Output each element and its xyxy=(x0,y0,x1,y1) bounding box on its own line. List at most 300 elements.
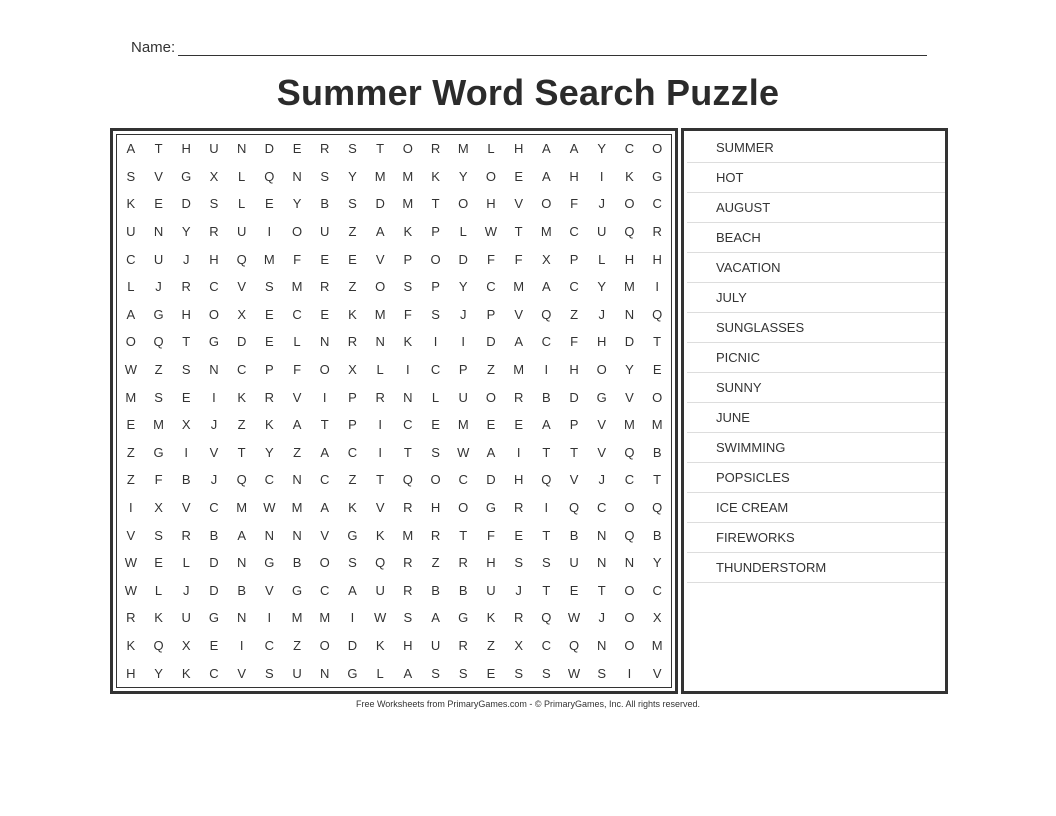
grid-letter[interactable]: O xyxy=(458,196,469,212)
name-line[interactable] xyxy=(178,55,927,56)
grid-letter[interactable]: U xyxy=(153,251,164,267)
grid-letter[interactable]: I xyxy=(212,389,216,405)
grid-letter[interactable]: R xyxy=(403,582,413,598)
grid-letter[interactable]: I xyxy=(239,638,244,654)
grid-letter[interactable]: B xyxy=(237,582,246,598)
grid-letter[interactable]: Y xyxy=(597,279,607,295)
grid-letter[interactable]: H xyxy=(181,141,191,157)
grid-letter[interactable]: V xyxy=(265,582,274,598)
grid-letter[interactable]: Y xyxy=(154,665,163,681)
grid-letter[interactable]: C xyxy=(624,141,635,157)
grid-letter[interactable]: W xyxy=(124,582,137,598)
grid-letter[interactable]: X xyxy=(237,306,246,322)
grid-letter[interactable]: K xyxy=(126,638,136,654)
grid-letter[interactable]: K xyxy=(181,665,191,681)
grid-letter[interactable]: P xyxy=(569,251,579,267)
grid-letter[interactable]: R xyxy=(209,224,219,240)
grid-letter[interactable]: H xyxy=(430,500,441,516)
grid-letter[interactable]: I xyxy=(461,334,466,350)
grid-letter[interactable]: R xyxy=(403,500,413,516)
grid-letter[interactable]: M xyxy=(651,417,663,433)
grid-letter[interactable]: H xyxy=(126,665,136,681)
grid-letter[interactable]: D xyxy=(375,196,385,212)
grid-letter[interactable]: M xyxy=(236,500,248,516)
grid-letter[interactable]: Z xyxy=(154,362,163,378)
grid-letter[interactable]: N xyxy=(292,472,302,488)
grid-letter[interactable]: T xyxy=(542,582,551,598)
grid-letter[interactable]: J xyxy=(598,306,605,322)
grid-letter[interactable]: A xyxy=(403,665,413,681)
grid-letter[interactable]: D xyxy=(181,196,191,212)
grid-letter[interactable]: O xyxy=(208,306,219,322)
grid-letter[interactable]: A xyxy=(348,582,357,598)
grid-letter[interactable]: Y xyxy=(652,555,662,571)
grid-letter[interactable]: Q xyxy=(652,500,663,516)
grid-letter[interactable]: A xyxy=(237,527,246,543)
grid-letter[interactable]: N xyxy=(236,141,247,157)
grid-letter[interactable]: B xyxy=(181,472,191,488)
grid-letter[interactable]: Q xyxy=(541,610,552,626)
grid-letter[interactable]: E xyxy=(514,527,523,543)
grid-letter[interactable]: J xyxy=(459,306,467,322)
grid-letter[interactable]: V xyxy=(514,196,523,212)
grid-letter[interactable]: S xyxy=(265,279,274,295)
grid-letter[interactable]: S xyxy=(154,389,163,405)
grid-letter[interactable]: D xyxy=(236,334,247,350)
grid-letter[interactable]: L xyxy=(431,389,440,405)
grid-letter[interactable]: R xyxy=(181,527,191,543)
grid-letter[interactable]: E xyxy=(486,417,496,433)
grid-letter[interactable]: M xyxy=(153,417,164,433)
grid-letter[interactable]: O xyxy=(652,389,663,405)
grid-letter[interactable]: M xyxy=(540,224,552,240)
grid-letter[interactable]: S xyxy=(597,665,607,681)
grid-letter[interactable]: F xyxy=(403,306,412,322)
grid-letter[interactable]: F xyxy=(570,196,579,212)
grid-letter[interactable]: C xyxy=(403,417,413,433)
grid-letter[interactable]: E xyxy=(265,334,274,350)
grid-letter[interactable]: R xyxy=(181,279,191,295)
grid-letter[interactable]: K xyxy=(486,610,496,626)
grid-letter[interactable]: Y xyxy=(348,168,357,184)
grid-letter[interactable]: E xyxy=(292,141,302,157)
grid-letter[interactable]: U xyxy=(458,389,468,405)
grid-letter[interactable]: S xyxy=(403,279,413,295)
grid-letter[interactable]: O xyxy=(430,251,441,267)
grid-letter[interactable]: O xyxy=(624,610,635,626)
grid-letter[interactable]: G xyxy=(181,168,192,184)
grid-letter[interactable]: W xyxy=(374,610,387,626)
grid-letter[interactable]: L xyxy=(598,251,606,267)
grid-letter[interactable]: X xyxy=(209,168,219,184)
grid-letter[interactable]: X xyxy=(652,610,662,626)
grid-letter[interactable]: U xyxy=(292,665,302,681)
grid-letter[interactable]: O xyxy=(624,582,635,598)
grid-letter[interactable]: T xyxy=(237,444,246,460)
grid-letter[interactable]: N xyxy=(624,306,635,322)
grid-letter[interactable]: W xyxy=(567,665,581,681)
grid-letter[interactable]: H xyxy=(597,334,607,350)
grid-letter[interactable]: S xyxy=(265,665,274,681)
grid-letter[interactable]: W xyxy=(484,224,498,240)
grid-letter[interactable]: I xyxy=(599,168,604,184)
grid-letter[interactable]: R xyxy=(513,389,524,405)
grid-letter[interactable]: S xyxy=(209,196,219,212)
grid-letter[interactable]: G xyxy=(458,610,469,626)
grid-letter[interactable]: K xyxy=(403,224,413,240)
grid-letter[interactable]: V xyxy=(126,527,136,543)
grid-letter[interactable]: L xyxy=(127,279,135,295)
grid-letter[interactable]: U xyxy=(236,224,247,240)
grid-letter[interactable]: G xyxy=(208,334,219,350)
grid-letter[interactable]: Z xyxy=(237,417,246,433)
grid-letter[interactable]: T xyxy=(653,334,662,350)
grid-letter[interactable]: S xyxy=(514,665,523,681)
grid-letter[interactable]: Z xyxy=(348,279,357,295)
grid-letter[interactable]: I xyxy=(406,362,410,378)
grid-letter[interactable]: R xyxy=(458,555,468,571)
grid-letter[interactable]: V xyxy=(375,500,385,516)
grid-letter[interactable]: V xyxy=(237,279,246,295)
grid-letter[interactable]: Z xyxy=(486,362,495,378)
grid-letter[interactable]: U xyxy=(126,224,136,240)
grid-letter[interactable]: C xyxy=(541,334,552,350)
grid-letter[interactable]: Q xyxy=(236,472,247,488)
grid-letter[interactable]: G xyxy=(347,665,358,681)
grid-letter[interactable]: W xyxy=(124,362,137,378)
grid-letter[interactable]: C xyxy=(126,251,136,267)
grid-letter[interactable]: R xyxy=(430,527,441,543)
grid-letter[interactable]: R xyxy=(264,389,275,405)
grid-letter[interactable]: R xyxy=(347,334,358,350)
grid-letter[interactable]: V xyxy=(652,665,662,681)
grid-letter[interactable]: U xyxy=(375,582,385,598)
grid-letter[interactable]: I xyxy=(516,444,521,460)
grid-letter[interactable]: S xyxy=(431,665,440,681)
grid-letter[interactable]: Z xyxy=(486,638,495,654)
grid-letter[interactable]: O xyxy=(624,638,635,654)
grid-letter[interactable]: M xyxy=(125,389,137,405)
grid-letter[interactable]: T xyxy=(376,472,385,488)
grid-letter[interactable]: P xyxy=(348,417,357,433)
grid-letter[interactable]: J xyxy=(182,251,190,267)
grid-letter[interactable]: N xyxy=(209,362,219,378)
grid-letter[interactable]: C xyxy=(209,500,219,516)
grid-letter[interactable]: S xyxy=(542,555,551,571)
grid-letter[interactable]: M xyxy=(513,279,525,295)
grid-letter[interactable]: R xyxy=(458,638,468,654)
grid-letter[interactable]: C xyxy=(624,472,635,488)
grid-letter[interactable]: T xyxy=(459,527,468,543)
grid-letter[interactable]: A xyxy=(126,306,136,322)
grid-letter[interactable]: E xyxy=(514,417,523,433)
grid-letter[interactable]: A xyxy=(542,279,551,295)
grid-letter[interactable]: Z xyxy=(293,638,302,654)
grid-letter[interactable]: K xyxy=(237,389,246,405)
grid-letter[interactable]: S xyxy=(348,141,357,157)
grid-letter[interactable]: V xyxy=(292,389,302,405)
grid-letter[interactable]: S xyxy=(181,362,191,378)
grid-letter[interactable]: O xyxy=(402,141,413,157)
grid-letter[interactable]: N xyxy=(403,389,413,405)
grid-letter[interactable]: D xyxy=(209,555,219,571)
grid-letter[interactable]: C xyxy=(486,279,496,295)
grid-letter[interactable]: S xyxy=(514,555,523,571)
grid-letter[interactable]: O xyxy=(125,334,136,350)
grid-letter[interactable]: E xyxy=(320,306,330,322)
grid-letter[interactable]: B xyxy=(542,389,551,405)
grid-letter[interactable]: O xyxy=(430,472,441,488)
grid-letter[interactable]: T xyxy=(597,582,606,598)
grid-letter[interactable]: P xyxy=(403,251,413,267)
grid-letter[interactable]: O xyxy=(596,362,607,378)
grid-letter[interactable]: E xyxy=(348,251,357,267)
grid-letter[interactable]: C xyxy=(320,472,330,488)
grid-letter[interactable]: V xyxy=(597,444,607,460)
grid-letter[interactable]: Z xyxy=(348,224,357,240)
grid-letter[interactable]: X xyxy=(154,500,163,516)
grid-letter[interactable]: T xyxy=(182,334,191,350)
grid-letter[interactable]: Y xyxy=(625,362,634,378)
grid-letter[interactable]: W xyxy=(457,444,470,460)
grid-letter[interactable]: Q xyxy=(541,306,552,322)
grid-letter[interactable]: M xyxy=(513,362,525,378)
grid-letter[interactable]: I xyxy=(184,444,189,460)
grid-letter[interactable]: S xyxy=(126,168,136,184)
grid-letter[interactable]: N xyxy=(597,527,607,543)
grid-letter[interactable]: S xyxy=(348,555,357,571)
grid-letter[interactable]: E xyxy=(154,196,163,212)
grid-letter[interactable]: X xyxy=(181,638,191,654)
grid-letter[interactable]: G xyxy=(596,389,607,405)
grid-letter[interactable]: Q xyxy=(624,224,635,240)
grid-letter[interactable]: T xyxy=(542,444,551,460)
grid-letter[interactable]: Q xyxy=(236,251,247,267)
grid-letter[interactable]: F xyxy=(293,362,302,378)
grid-letter[interactable]: V xyxy=(154,168,163,184)
grid-letter[interactable]: K xyxy=(348,500,357,516)
grid-letter[interactable]: I xyxy=(378,444,382,460)
grid-letter[interactable]: V xyxy=(181,500,191,516)
grid-letter[interactable]: R xyxy=(126,610,136,626)
grid-letter[interactable]: L xyxy=(487,141,495,157)
grid-letter[interactable]: K xyxy=(154,610,163,626)
grid-letter[interactable]: C xyxy=(320,582,330,598)
grid-letter[interactable]: V xyxy=(320,527,330,543)
grid-letter[interactable]: T xyxy=(514,224,523,240)
grid-letter[interactable]: G xyxy=(347,527,358,543)
grid-letter[interactable]: S xyxy=(431,444,440,460)
grid-letter[interactable]: D xyxy=(347,638,358,654)
grid-letter[interactable]: E xyxy=(652,362,662,378)
grid-letter[interactable]: E xyxy=(486,665,496,681)
grid-letter[interactable]: T xyxy=(320,417,329,433)
grid-letter[interactable]: Q xyxy=(652,306,663,322)
grid-letter[interactable]: S xyxy=(320,168,330,184)
grid-letter[interactable]: B xyxy=(569,527,579,543)
grid-letter[interactable]: I xyxy=(350,610,355,626)
grid-letter[interactable]: H xyxy=(569,362,579,378)
grid-letter[interactable]: L xyxy=(293,334,301,350)
grid-letter[interactable]: Z xyxy=(431,555,440,571)
grid-letter[interactable]: Y xyxy=(458,279,468,295)
grid-letter[interactable]: C xyxy=(264,472,275,488)
grid-letter[interactable]: X xyxy=(542,251,551,267)
grid-letter[interactable]: V xyxy=(625,389,634,405)
grid-letter[interactable]: M xyxy=(651,638,663,654)
grid-letter[interactable]: T xyxy=(570,444,579,460)
grid-letter[interactable]: C xyxy=(236,362,247,378)
grid-letter[interactable]: K xyxy=(431,168,440,184)
grid-letter[interactable]: J xyxy=(515,582,522,598)
grid-letter[interactable]: A xyxy=(569,141,579,157)
grid-letter[interactable]: X xyxy=(514,638,523,654)
grid-letter[interactable]: O xyxy=(319,555,330,571)
grid-letter[interactable]: R xyxy=(320,279,330,295)
grid-letter[interactable]: M xyxy=(374,306,386,322)
grid-letter[interactable]: Z xyxy=(348,472,357,488)
grid-letter[interactable]: R xyxy=(403,555,413,571)
grid-letter[interactable]: Q xyxy=(541,472,552,488)
grid-letter[interactable]: R xyxy=(320,141,330,157)
grid-letter[interactable]: A xyxy=(542,417,551,433)
grid-letter[interactable]: R xyxy=(513,500,524,516)
grid-letter[interactable]: M xyxy=(624,279,635,295)
grid-letter[interactable]: H xyxy=(624,251,635,267)
grid-letter[interactable]: G xyxy=(264,555,275,571)
grid-letter[interactable]: K xyxy=(403,334,413,350)
grid-letter[interactable]: N xyxy=(292,527,302,543)
grid-letter[interactable]: B xyxy=(652,444,662,460)
grid-letter[interactable]: E xyxy=(154,555,163,571)
grid-letter[interactable]: J xyxy=(155,279,162,295)
grid-letter[interactable]: Z xyxy=(570,306,579,322)
grid-letter[interactable]: O xyxy=(319,638,330,654)
grid-letter[interactable]: N xyxy=(153,224,164,240)
grid-letter[interactable]: F xyxy=(293,251,302,267)
grid-letter[interactable]: M xyxy=(402,196,414,212)
grid-letter[interactable]: A xyxy=(320,444,330,460)
grid-letter[interactable]: J xyxy=(182,582,190,598)
grid-letter[interactable]: U xyxy=(181,610,191,626)
grid-letter[interactable]: H xyxy=(513,141,524,157)
grid-letter[interactable]: C xyxy=(652,582,662,598)
grid-letter[interactable]: X xyxy=(181,417,191,433)
grid-letter[interactable]: T xyxy=(154,141,163,157)
grid-letter[interactable]: R xyxy=(652,224,662,240)
grid-letter[interactable]: Q xyxy=(153,334,164,350)
grid-letter[interactable]: J xyxy=(210,417,218,433)
grid-letter[interactable]: M xyxy=(374,168,386,184)
grid-letter[interactable]: N xyxy=(320,665,330,681)
grid-letter[interactable]: T xyxy=(431,196,440,212)
grid-letter[interactable]: Q xyxy=(375,555,386,571)
grid-letter[interactable]: R xyxy=(430,141,441,157)
grid-letter[interactable]: O xyxy=(458,500,469,516)
grid-letter[interactable]: L xyxy=(154,582,163,598)
grid-letter[interactable]: E xyxy=(209,638,219,654)
grid-letter[interactable]: O xyxy=(624,196,635,212)
grid-letter[interactable]: T xyxy=(403,444,412,460)
grid-letter[interactable]: K xyxy=(625,168,634,184)
grid-letter[interactable]: H xyxy=(181,306,191,322)
grid-letter[interactable]: P xyxy=(486,306,496,322)
grid-letter[interactable]: V xyxy=(569,472,579,488)
grid-letter[interactable]: W xyxy=(263,500,276,516)
grid-letter[interactable]: G xyxy=(153,306,164,322)
grid-letter[interactable]: R xyxy=(375,389,385,405)
grid-letter[interactable]: K xyxy=(375,527,385,543)
name-field[interactable] xyxy=(131,37,927,59)
grid-letter[interactable]: N xyxy=(624,555,635,571)
grid-letter[interactable]: V xyxy=(209,444,219,460)
grid-letter[interactable]: J xyxy=(598,610,605,626)
grid-letter[interactable]: L xyxy=(238,196,246,212)
grid-letter[interactable]: I xyxy=(655,279,659,295)
grid-letter[interactable]: D xyxy=(486,472,496,488)
grid-letter[interactable]: H xyxy=(569,168,579,184)
grid-letter[interactable]: E xyxy=(265,196,274,212)
grid-letter[interactable]: M xyxy=(291,610,303,626)
grid-letter[interactable]: J xyxy=(598,472,605,488)
grid-letter[interactable]: I xyxy=(322,389,327,405)
grid-letter[interactable]: A xyxy=(431,610,440,626)
grid-letter[interactable]: U xyxy=(430,638,441,654)
grid-letter[interactable]: I xyxy=(129,500,133,516)
grid-letter[interactable]: S xyxy=(154,527,163,543)
grid-letter[interactable]: P xyxy=(431,279,440,295)
grid-letter[interactable]: G xyxy=(291,582,303,598)
grid-letter[interactable]: T xyxy=(653,472,662,488)
grid-letter[interactable]: O xyxy=(624,500,635,516)
grid-letter[interactable]: L xyxy=(376,362,384,378)
grid-letter[interactable]: L xyxy=(376,665,384,681)
grid-letter[interactable]: U xyxy=(486,582,496,598)
grid-letter[interactable]: Y xyxy=(458,168,468,184)
grid-letter[interactable]: V xyxy=(237,665,246,681)
grid-letter[interactable]: F xyxy=(486,251,495,267)
grid-letter[interactable]: H xyxy=(652,251,662,267)
grid-letter[interactable]: H xyxy=(403,638,413,654)
grid-letter[interactable]: J xyxy=(598,196,605,212)
grid-letter[interactable]: C xyxy=(347,444,358,460)
grid-letter[interactable]: L xyxy=(459,224,467,240)
grid-letter[interactable]: N xyxy=(375,334,385,350)
grid-letter[interactable]: Z xyxy=(293,444,302,460)
grid-letter[interactable]: C xyxy=(292,306,302,322)
grid-letter[interactable]: S xyxy=(403,610,413,626)
grid-letter[interactable]: N xyxy=(292,168,302,184)
grid-letter[interactable]: D xyxy=(569,389,579,405)
grid-letter[interactable]: I xyxy=(627,665,632,681)
grid-letter[interactable]: B xyxy=(209,527,219,543)
grid-letter[interactable]: B xyxy=(431,582,440,598)
grid-letter[interactable]: C xyxy=(430,362,441,378)
grid-letter[interactable]: R xyxy=(513,610,524,626)
grid-letter[interactable]: E xyxy=(265,306,274,322)
grid-letter[interactable]: E xyxy=(431,417,440,433)
grid-letter[interactable]: J xyxy=(210,472,218,488)
grid-letter[interactable]: X xyxy=(348,362,357,378)
grid-letter[interactable]: M xyxy=(402,168,414,184)
grid-letter[interactable]: T xyxy=(376,141,385,157)
grid-letter[interactable]: E xyxy=(320,251,330,267)
grid-letter[interactable]: C xyxy=(569,224,579,240)
grid-letter[interactable]: P xyxy=(265,362,274,378)
grid-letter[interactable]: G xyxy=(153,444,164,460)
grid-letter[interactable]: P xyxy=(458,362,468,378)
grid-letter[interactable]: C xyxy=(541,638,552,654)
